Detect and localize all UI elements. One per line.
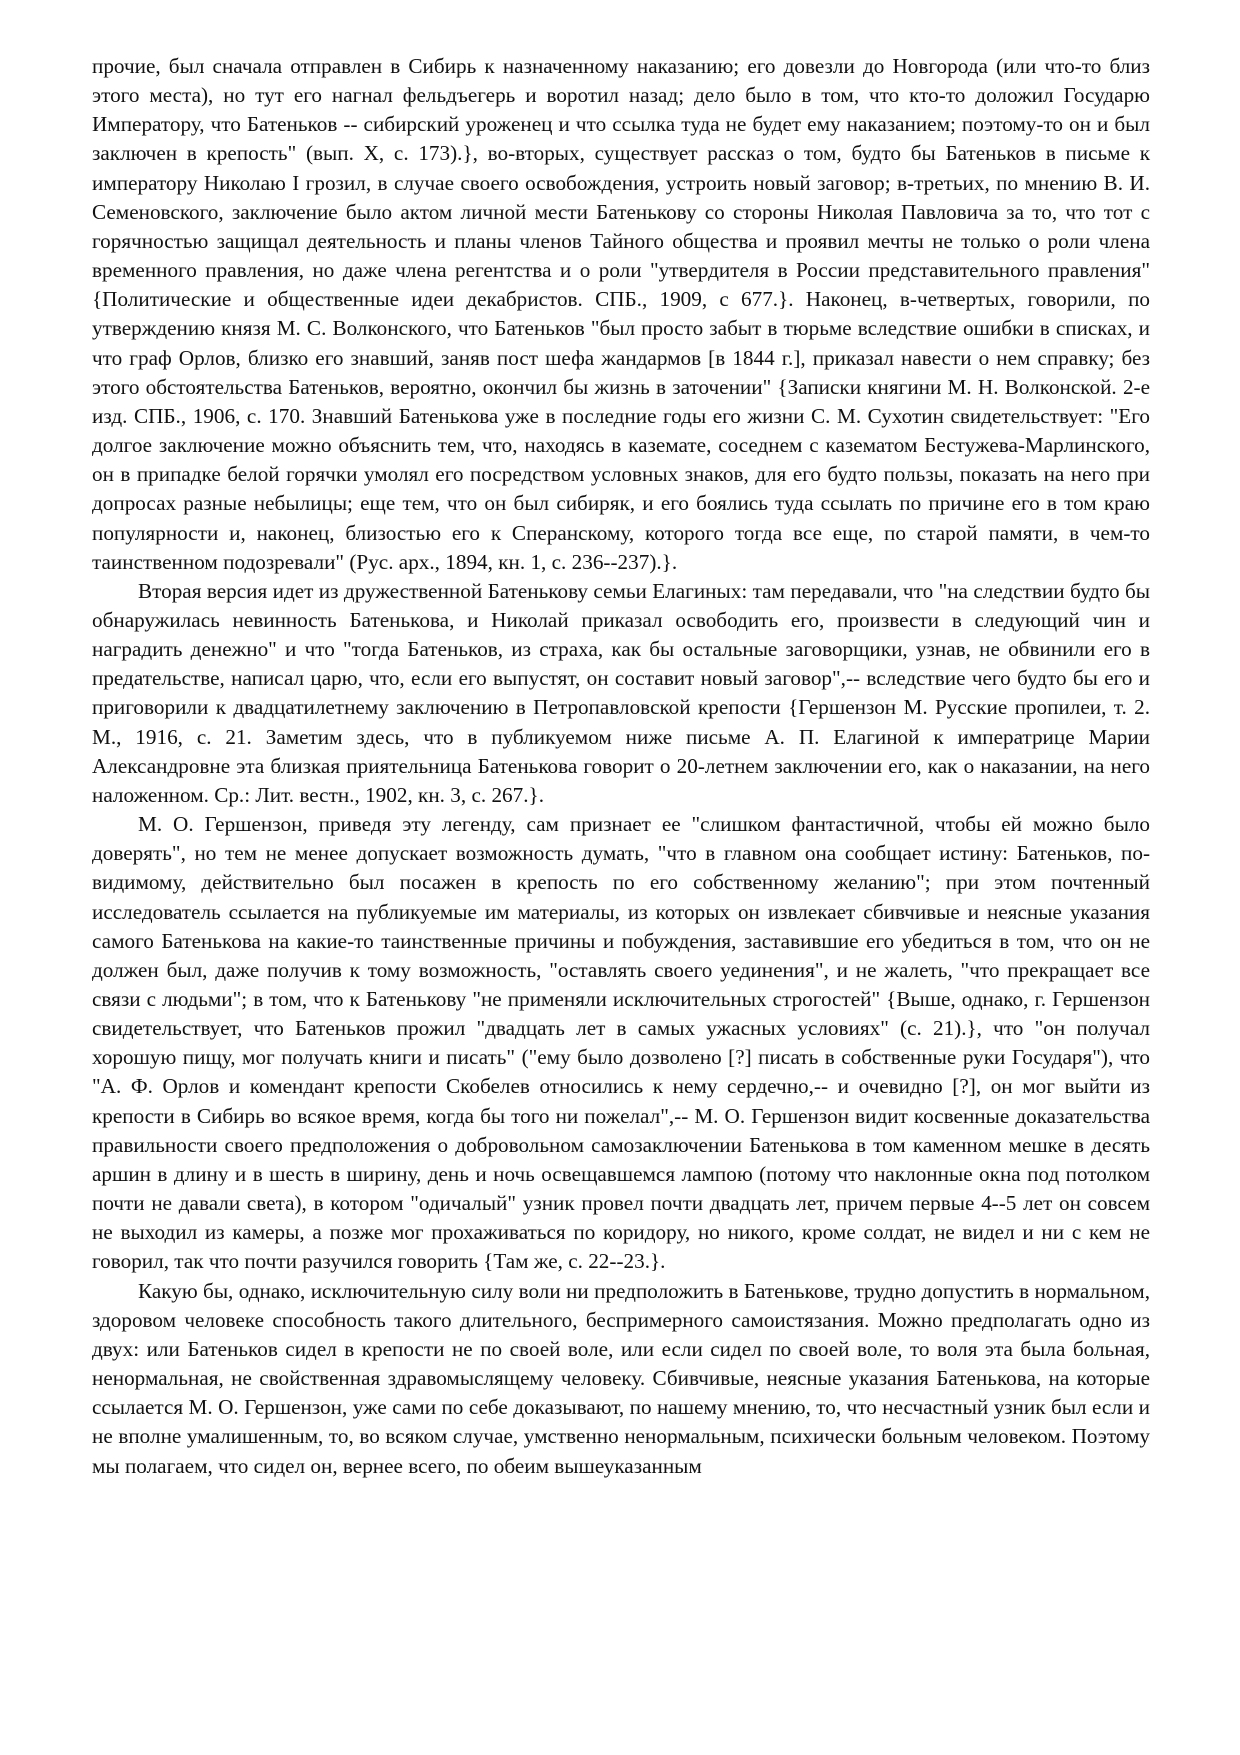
paragraph-4: Какую бы, однако, исключительную силу воли ни предположить в Батенькове, трудно допустить в нормальном, здоровом человеке способность такого длительного, беспримерного самоистязания. Можно предполагать одно из двух: или Батеньков сидел в крепости не по своей воле, или если сидел по своей воле, то воля эта была больная, ненормальная, не свойственная здравомыслящему человеку. Сбивчивые, неясные указания Батенькова, на которые ссылается М. О. Гершензон, уже сами по себе доказывают, по нашему мнению, то, что несчастный узник был если и не вполне умалишенным, то, во всяком случае, умственно ненормальным, психически больным человеком. Поэтому мы полагаем, что сидел он, вернее всего, по обеим вышеуказанным [92, 1278, 1150, 1478]
paragraph-1: прочие, был сначала отправлен в Сибирь к назначенному наказанию; его довезли до Новгорода (или что-то близ этого места), но тут его нагнал фельдъегерь и воротил назад; дело было в том, что кто-то доложил Государю Императору, что Батеньков -- сибирский уроженец и что ссылка туда не будет ему наказанием; поэтому-то он и был заключен в крепость" (вып. X, с. 173).}, во-вторых, существует рассказ о том, будто бы Батеньков в письме к императору Николаю I грозил, в случае своего освобождения, устроить новый заговор; в-третьих, по мнению В. И. Семеновского, заключение было актом личной мести Батенькову со стороны Николая Павловича за то, что тот с горячностью защищал деятельность и планы членов Тайного общества и проявил мечты не только о роли члена временного правления, но даже члена регентства и о роли "утвердителя в России представительного правления" {Политические и общественные идеи декабристов. СПБ., 1909, с 677.}. Наконец, в-четвертых, говорили, по утверждению князя М. С. Волконского, что Батеньков "был просто забыт в тюрьме вследствие ошибки в списках, и что граф Орлов, близко его знавший, заняв пост шефа жандармов [в 1844 г.], приказал навести о нем справку; без этого обстоятельства Батеньков, вероятно, окончил бы жизнь в заточении" {Записки княгини М. Н. Волконской. 2-е изд. СПБ., 1906, с. 170. Знавший Батенькова уже в последние годы его жизни С. М. Сухотин свидетельствует: "Его долгое заключение можно объяснить тем, что, находясь в каземате, соседнем с казематом Бестужева-Марлинского, он в припадке белой горячки умолял его посредством условных знаков, для его будто пользы, показать на него при допросах разные небылицы; еще тем, что он был сибиряк, и его боялись туда ссылать по причине его в том краю популярности и, наконец, близостью его к Сперанскому, которого тогда все еще, по старой памяти, в чем-то таинственном подозревали" (Рус. арх., 1894, кн. 1, с. 236--237).}. [92, 54, 1150, 574]
paragraph-2: Вторая версия идет из дружественной Батенькову семьи Елагиных: там передавали, что "на следствии будто бы обнаружилась невинность Батенькова, и Николай приказал освободить его, произвести в следующий чин и наградить денежно" и что "тогда Батеньков, из страха, как бы остальные заговорщики, узнав, не обвинили его в предательстве, написал царю, что, если его выпустят, он составит новый заговор",-- вследствие чего будто бы его и приговорили к двадцатилетнему заключению в Петропавловской крепости {Гершензон М. Русские пропилеи, т. 2. М., 1916, с. 21. Заметим здесь, что в публикуемом ниже письме А. П. Елагиной к императрице Марии Александровне эта близкая приятельница Батенькова говорит о 20-летнем заключении его, как о наказании, на него наложенном. Ср.: Лит. вестн., 1902, кн. 3, с. 267.}. [92, 578, 1150, 807]
document-page [92, 52, 1150, 1481]
paragraph-3: М. О. Гершензон, приведя эту легенду, сам признает ее "слишком фантастичной, чтобы ей можно было доверять", но тем не менее допускает возможность думать, "что в главном она сообщает истину: Батеньков, по-видимому, действительно был посажен в крепость по его собственному желанию"; при этом почтенный исследователь ссылается на публикуемые им материалы, из которых он извлекает сбивчивые и неясные указания самого Батенькова на какие-то таинственные причины и побуждения, заставившие его убедиться в том, что он не должен был, даже получив к тому возможность, "оставлять своего уединения", и не жалеть, "что прекращает все связи с людьми"; в том, что к Батенькову "не применяли исключительных строгостей" {Выше, однако, г. Гершензон свидетельствует, что Батеньков прожил "двадцать лет в самых ужасных условиях" (с. 21).}, что "он получал хорошую пищу, мог получать книги и писать" ("ему было дозволено [?] писать в собственные руки Государя"), что "А. Ф. Орлов и комендант крепости Скобелев относились к нему сердечно,-- и очевидно [?], он мог выйти из крепости в Сибирь во всякое время, когда бы того ни пожелал",-- М. О. Гершензон видит косвенные доказательства правильности своего предположения о добровольном самозаключении Батенькова в том каменном мешке в десять аршин в длину и в шесть в ширину, день и ночь освещавшемся лампою (потому что наклонные окна под потолком почти не давали света), в котором "одичалый" узник провел почти двадцать лет, причем первые 4--5 лет он совсем не выходил из камеры, а позже мог прохаживаться по коридору, но никого, кроме солдат, не видел и ни с кем не говорил, так что почти разучился говорить {Там же, с. 22--23.}. [92, 812, 1150, 1274]
